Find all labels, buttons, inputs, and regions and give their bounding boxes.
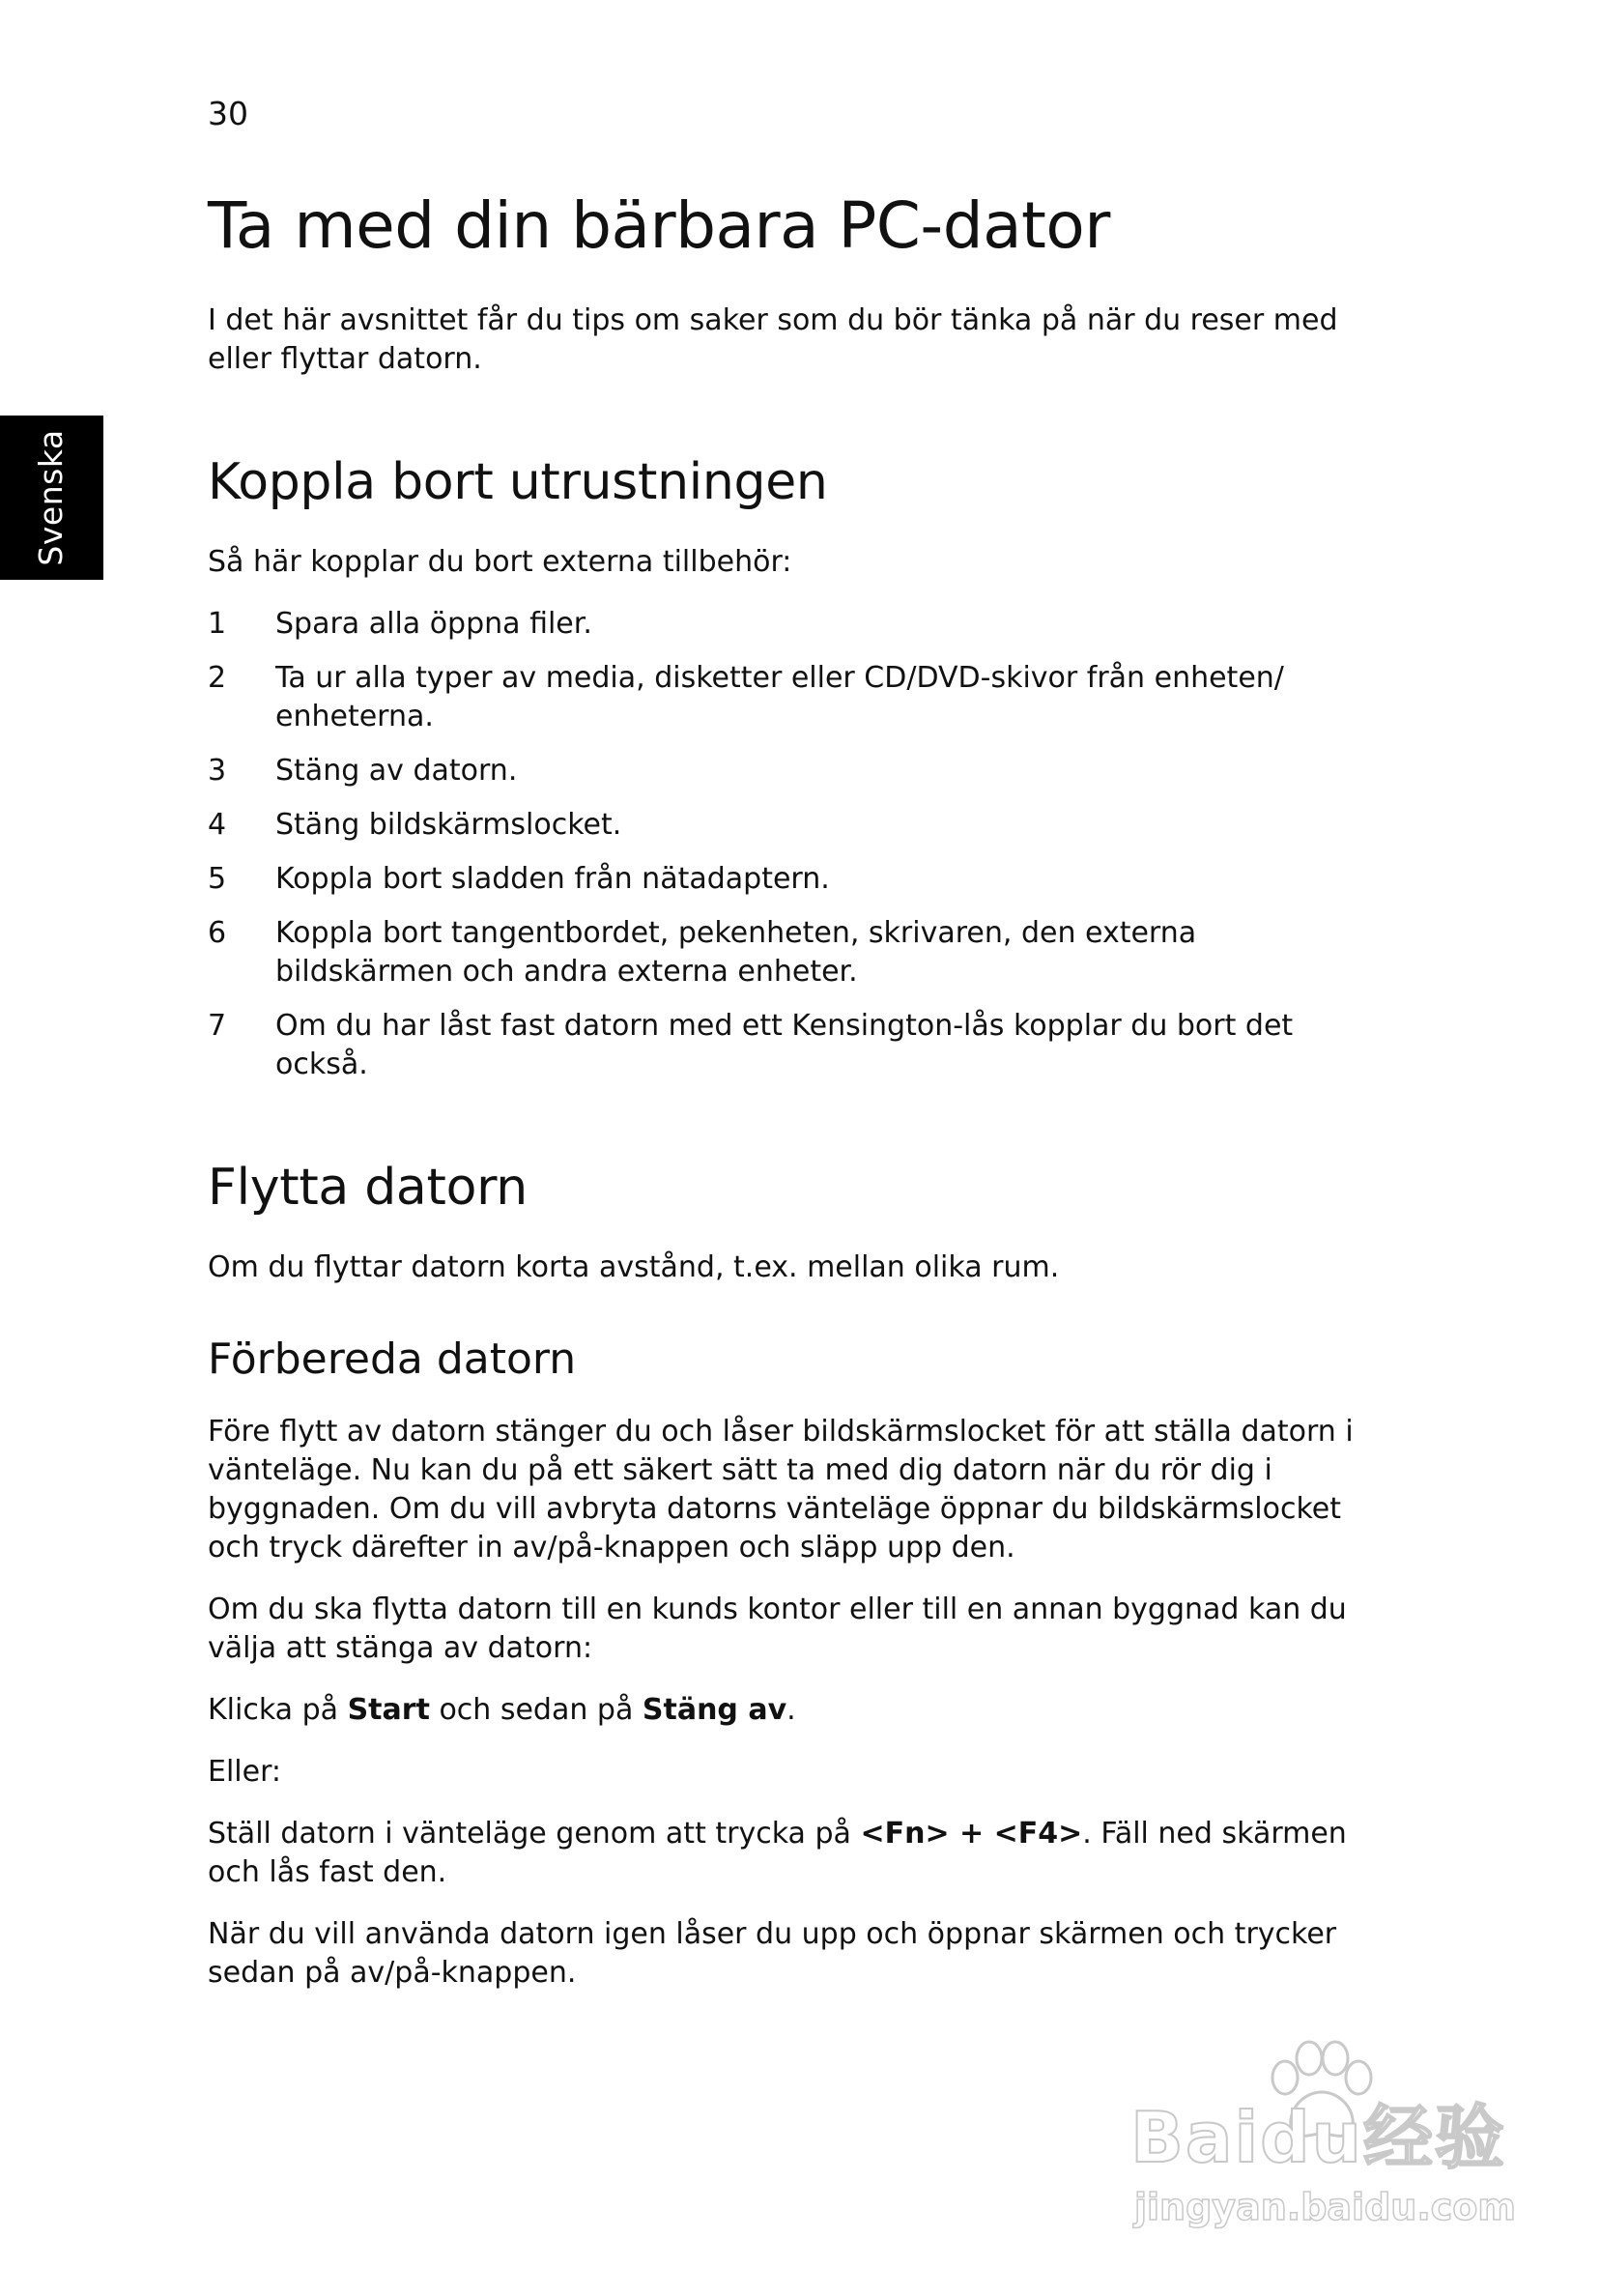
step-number: 6 <box>208 916 227 950</box>
language-side-tab <box>0 416 103 580</box>
list-item <box>208 914 1357 991</box>
key-combination: <Fn> + <F4> <box>860 1817 1083 1851</box>
baidu-watermark <box>1130 2039 1517 2232</box>
step-number: 5 <box>208 862 227 896</box>
intro-paragraph: I det här avsnittet får du tips om saker som du bör tänka på när du reser med eller flyttar datorn. <box>208 303 1338 376</box>
step-number: 2 <box>208 661 227 695</box>
step-number: 1 <box>208 607 227 641</box>
disconnect-steps-list <box>208 605 1357 1084</box>
prepare-paragraph-3: Klicka på Start och sedan på Stäng av. <box>208 1693 796 1727</box>
prepare-paragraph-5: Ställ datorn i vänteläge genom att trycka på <Fn> + <F4>. Fäll ned skärmen och lås fast den. <box>208 1817 1347 1889</box>
move-lead: Om du flyttar datorn korta avstånd, t.ex. mellan olika rum. <box>208 1250 1060 1284</box>
step-number: 3 <box>208 754 227 788</box>
step-text: Stäng bildskärmslocket. <box>275 808 622 842</box>
disconnect-lead: Så här kopplar du bort externa tillbehör: <box>208 545 792 579</box>
step-text: Spara alla öppna filer. <box>275 607 592 641</box>
language-tab-label: Svenska <box>32 429 70 566</box>
step-number: 7 <box>208 1009 227 1043</box>
page-content <box>208 184 1357 1993</box>
watermark-brand: Baidu经验 <box>1130 2097 1506 2178</box>
section-heading-move: Flytta datorn <box>208 1159 528 1217</box>
list-item <box>208 860 1357 899</box>
list-item <box>208 752 1357 790</box>
step-text: Om du har låst fast datorn med ett Kensington-lås kopplar du bort det också. <box>275 1009 1294 1081</box>
step-text: Stäng av datorn. <box>275 754 518 788</box>
list-item <box>208 1007 1357 1084</box>
start-label: Start <box>347 1693 430 1727</box>
list-item <box>208 806 1357 845</box>
step-text: Ta ur alla typer av media, disketter eller CD/DVD-skivor från enheten/ enheterna. <box>275 661 1284 733</box>
prepare-paragraph-4: Eller: <box>208 1755 281 1789</box>
page-number: 30 <box>208 95 248 132</box>
prepare-paragraph-2: Om du ska flytta datorn till en kunds kontor eller till en annan byggnad kan du välja att stänga av datorn: <box>208 1593 1347 1665</box>
section-heading-disconnect: Koppla bort utrustningen <box>208 453 828 511</box>
page-title: Ta med din bärbara PC-dator <box>208 188 1110 263</box>
prepare-paragraph-6: När du vill använda datorn igen låser du upp och öppnar skärmen och trycker sedan på av/på-knappen. <box>208 1917 1337 1990</box>
step-text: Koppla bort sladden från nätadaptern. <box>275 862 830 896</box>
shutdown-label: Stäng av <box>642 1693 787 1727</box>
step-number: 4 <box>208 808 227 842</box>
subsection-heading-prepare: Förbereda datorn <box>208 1335 577 1384</box>
list-item <box>208 659 1357 736</box>
prepare-paragraph-1: Före flytt av datorn stänger du och låser bildskärmslocket för att ställa datorn i vänteläge. Nu kan du på ett säkert sätt ta med dig datorn när du rör dig i byggnaden. Om du vill avbryta datorns vänteläge öppnar du bildskärmslocket och tryck därefter in av/på-knappen och släpp upp den. <box>208 1415 1354 1564</box>
list-item <box>208 605 1357 644</box>
watermark-url: jingyan.baidu.com <box>1134 2186 1516 2228</box>
step-text: Koppla bort tangentbordet, pekenheten, skrivaren, den externa bildskärmen och andra externa enheter. <box>275 916 1197 989</box>
